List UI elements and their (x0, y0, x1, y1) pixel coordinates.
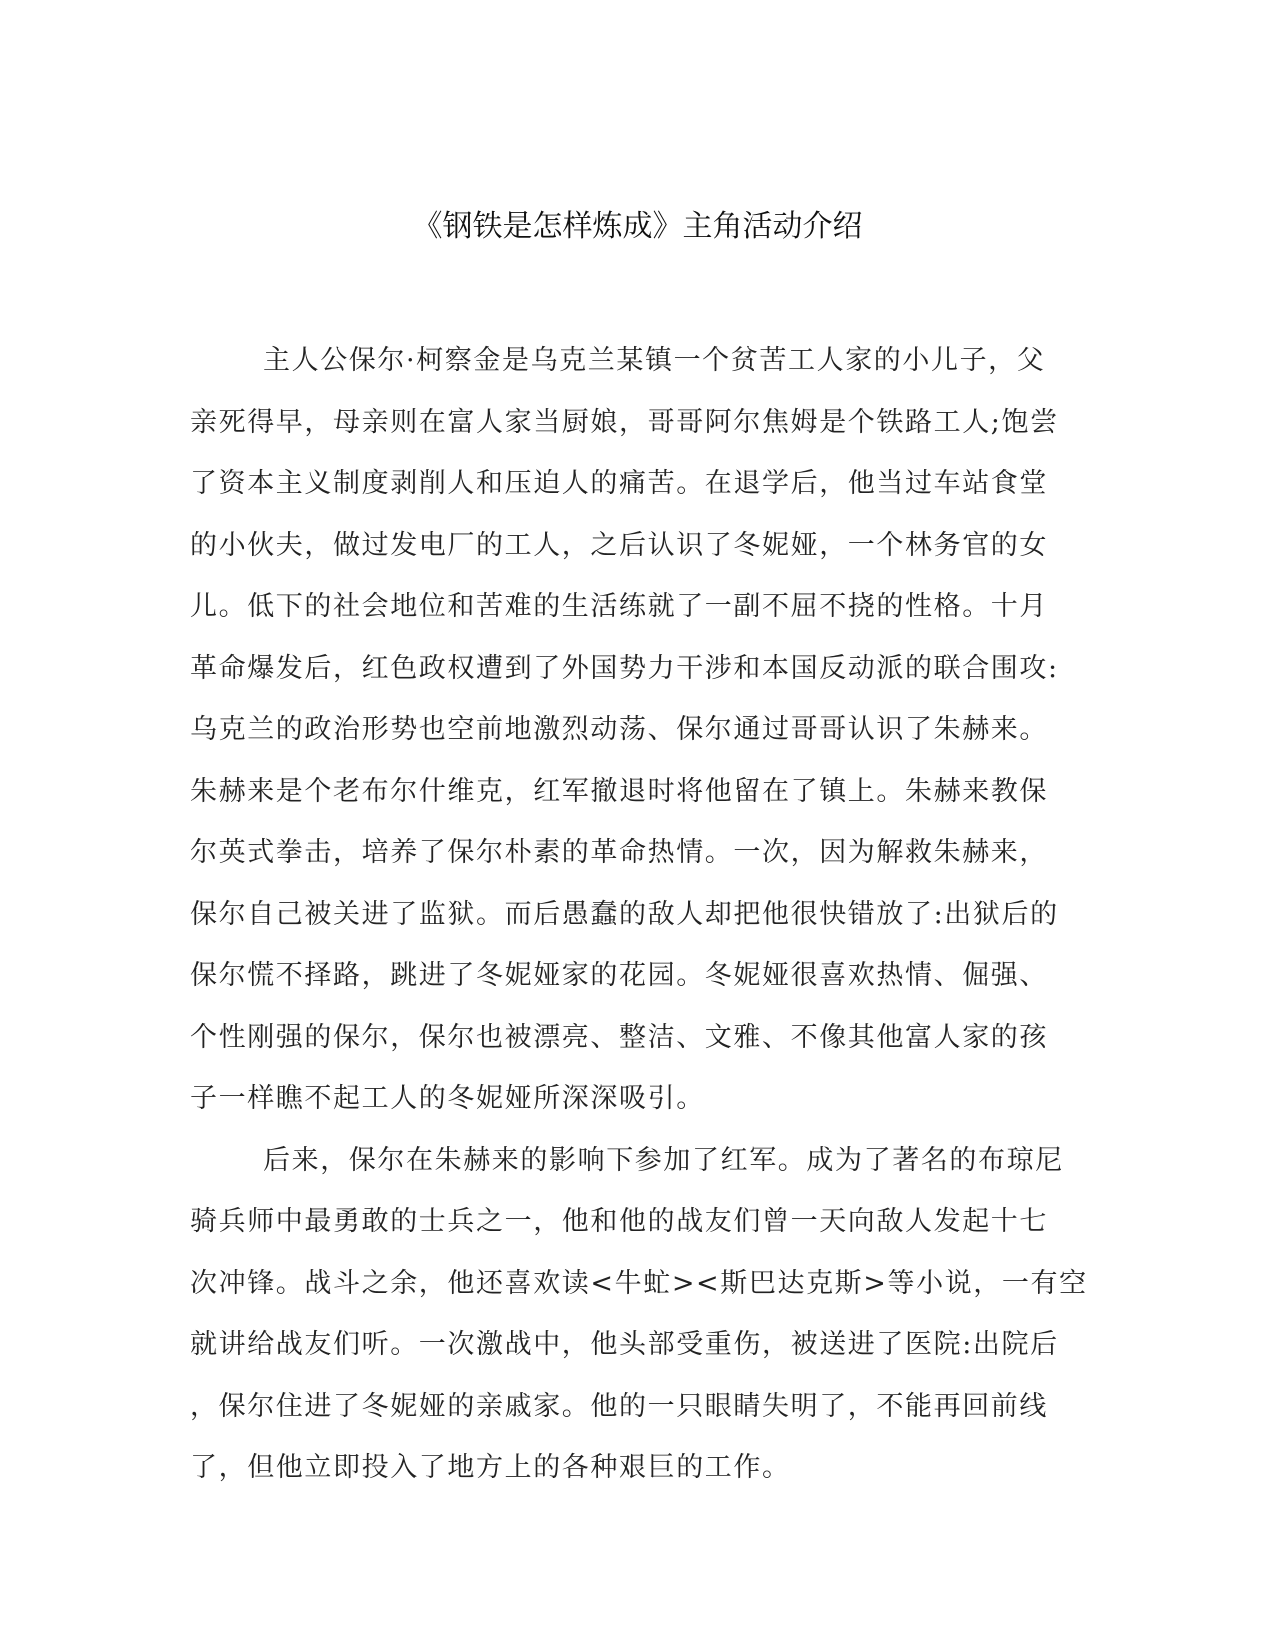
paragraph-line: 了资本主义制度剥削人和压迫人的痛苦。在退学后，他当过车站食堂 (190, 468, 1048, 499)
paragraph-line: 保尔自己被关进了监狱。而后愚蠢的敌人却把他很快错放了:出狱后的 (190, 898, 1059, 930)
document-title: 《钢铁是怎样炼成》主角活动介绍 (412, 209, 863, 244)
paragraph-line: 尔英式拳击，培养了保尔朴素的革命热情。一次，因为解救朱赫来， (190, 837, 1048, 868)
paragraph-line: 的小伙夫，做过发电厂的工人，之后认识了冬妮娅，一个林务官的女 (190, 529, 1048, 561)
paragraph-line: 后来，保尔在朱赫来的影响下参加了红军。成为了著名的布琼尼 (263, 1144, 1064, 1176)
paragraph-line: 子一样瞧不起工人的冬妮娅所深深吸引。 (190, 1083, 705, 1114)
paragraph-line: 保尔慌不择路，跳进了冬妮娅家的花园。冬妮娅很喜欢热情、倔强、 (190, 960, 1048, 991)
paragraph-line: 亲死得早，母亲则在富人家当厨娘，哥哥阿尔焦姆是个铁路工人;饱尝 (190, 406, 1059, 438)
paragraph-line: ，保尔住进了冬妮娅的亲戚家。他的一只眼睛失明了，不能再回前线 (190, 1390, 1048, 1422)
paragraph-line: 革命爆发后，红色政权遭到了外国势力干涉和本国反动派的联合围攻: (190, 652, 1059, 684)
paragraph-line: 主人公保尔·柯察金是乌克兰某镇一个贫苦工人家的小儿子，父 (263, 345, 1046, 376)
paragraph-line: 就讲给战友们听。一次激战中，他头部受重伤，被送进了医院:出院后 (190, 1329, 1059, 1360)
paragraph-2 (190, 1130, 1090, 1499)
paragraph-line: 儿。低下的社会地位和苦难的生活练就了一副不屈不挠的性格。十月 (190, 591, 1048, 622)
paragraph-line: 朱赫来是个老布尔什维克，红军撤退时将他留在了镇上。朱赫来教保 (190, 775, 1048, 807)
paragraph-1 (190, 330, 1090, 1130)
paragraph-line: 乌克兰的政治形势也空前地激烈动荡、保尔通过哥哥认识了朱赫来。 (190, 714, 1048, 745)
paragraph-line: 次冲锋。战斗之余，他还喜欢读<牛虻><斯巴达克斯>等小说，一有空 (190, 1267, 1088, 1299)
paragraph-line: 骑兵师中最勇敢的士兵之一，他和他的战友们曾一天向敌人发起十七 (190, 1206, 1048, 1237)
paragraph-line: 了，但他立即投入了地方上的各种艰巨的工作。 (190, 1452, 791, 1483)
document-body (190, 330, 1090, 1499)
paragraph-line: 个性刚强的保尔，保尔也被漂亮、整洁、文雅、不像其他富人家的孩 (190, 1021, 1048, 1053)
